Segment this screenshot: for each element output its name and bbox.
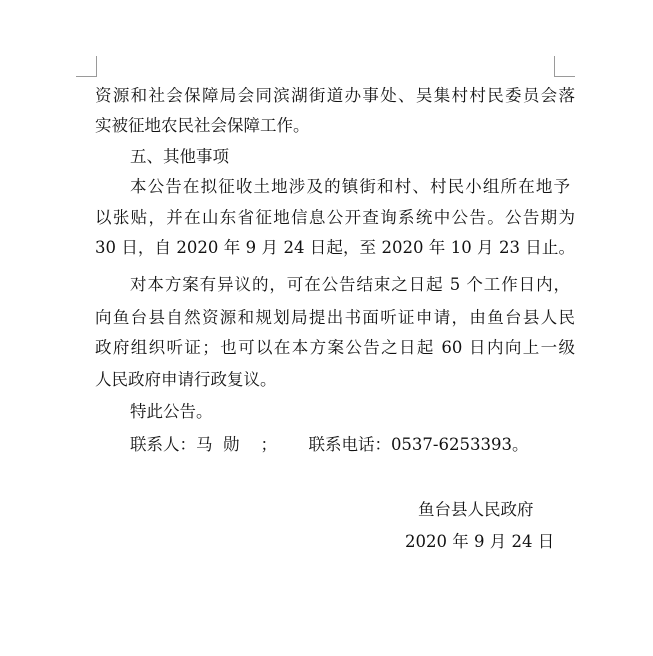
signature-organization: 鱼台县人民政府	[418, 500, 534, 519]
contact-line: 联系人：马 勋 ； 联系电话：0537-6253393。	[130, 435, 529, 454]
paragraph-3-line-1: 本公告在拟征收土地涉及的镇街和村、村民小组所在地予	[130, 177, 570, 196]
paragraph-4-line-4: 人民政府申请行政复议。	[95, 370, 277, 389]
signature-date: 2020 年 9 月 24 日	[405, 532, 555, 551]
paragraph-4-line-2: 向鱼台县自然资源和规划局提出书面听证申请，由鱼台县人民	[95, 308, 575, 327]
paragraph-4-line-3: 政府组织听证；也可以在本方案公告之日起 60 日内向上一级	[95, 338, 575, 357]
paragraph-3-line-2: 以张贴，并在山东省征地信息公开查询系统中公告。公告期为	[95, 208, 575, 227]
paragraph-1-line-2: 实被征地农民社会保障工作。	[95, 116, 310, 135]
crop-mark-top-left	[76, 56, 97, 77]
section-heading: 五、其他事项	[130, 147, 229, 166]
closing-statement: 特此公告。	[130, 402, 213, 421]
paragraph-1-line-1: 资源和社会保障局会同滨湖街道办事处、吴集村村民委员会落	[95, 86, 575, 105]
paragraph-3-line-3: 30 日，自 2020 年 9 月 24 日起，至 2020 年 10 月 23 日止。	[95, 238, 575, 257]
crop-mark-top-right	[554, 56, 575, 77]
paragraph-4-line-1: 对本方案有异议的，可在公告结束之日起 5 个工作日内，	[130, 275, 570, 294]
